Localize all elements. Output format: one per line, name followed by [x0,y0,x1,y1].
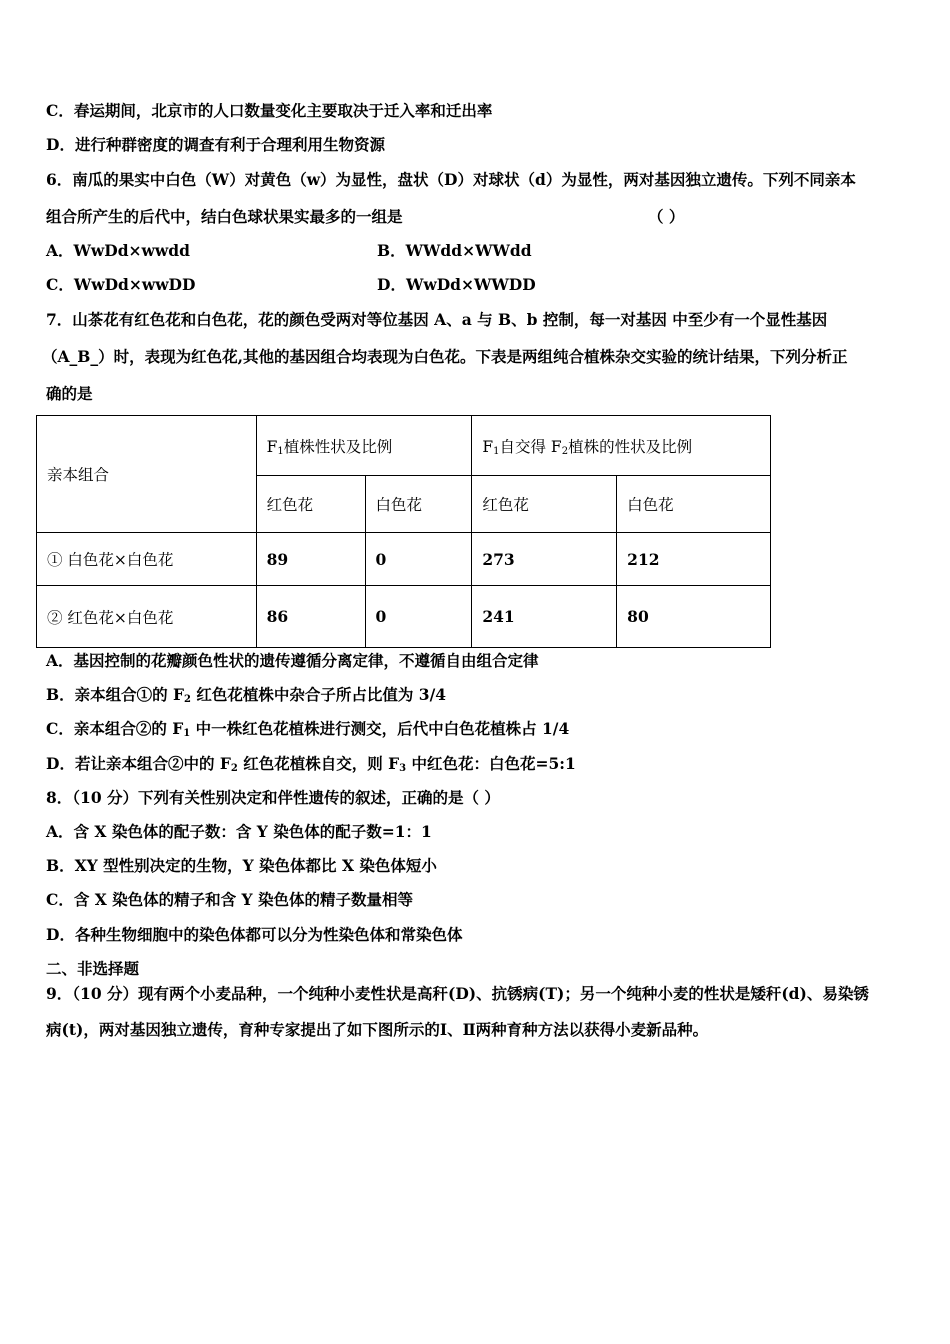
f1-white-cell: 0 [365,586,472,648]
q8-option-c: C．含 X 染色体的精子和含 Y 染色体的精子数量相等 [46,890,414,909]
q7-option-d: D．若让亲本组合②中的 $F_2$ 红色花植株自交，则 $F_3$ 中红色花：白色花=5:1 [46,754,576,774]
f2-white-cell: 80 [617,586,771,648]
q6-stem-line2: 组合所产生的后代中，结白色球状果实最多的一组是 [46,207,403,226]
cross-cell: ① 白色花×白色花 [37,533,257,586]
q5-option-d: D．进行种群密度的调查有利于合理利用生物资源 [46,135,385,154]
q6-stem-line1: 6．南瓜的果实中白色（W）对黄色（w）为显性，盘状（D）对球状（d）为显性，两对基因独立遗传。下列不同亲本 [46,170,856,189]
q7-option-c: C．亲本组合②的 $F_1$ 中一株红色花植株进行测交，后代中白色花植株占 1/4 [46,719,570,739]
subheader-f2-red: 红色花 [472,476,617,533]
q6-option-c: C．WwDd×wwDD [46,275,196,294]
q6-answer-paren: （ ） [648,207,685,226]
q8-option-d: D．各种生物细胞中的染色体都可以分为性染色体和常染色体 [46,925,463,944]
cross-cell: ② 红色花×白色花 [37,586,257,648]
header-f1: $F_1$植株性状及比例 [256,416,472,476]
q7-stem-line3: 确的是 [46,384,93,403]
header-parent: 亲本组合 [37,416,257,533]
q5-option-c: C．春运期间，北京市的人口数量变化主要取决于迁入率和迁出率 [46,101,493,120]
f2-red-cell: 273 [472,533,617,586]
q6-option-b: B．WWdd×WWdd [377,241,532,260]
q8-option-a: A．含 X 染色体的配子数：含 Y 染色体的配子数=1：1 [46,822,432,841]
subheader-f2-white: 白色花 [617,476,771,533]
section-heading: 二、非选择题 [46,959,140,978]
q6-option-a: A．WwDd×wwdd [46,241,190,260]
q9-stem-line1: 9．（10 分）现有两个小麦品种，一个纯种小麦性状是高秆(D)、抗锈病(T)；另一个纯种小麦的性状是矮秆(d)、易染锈 [46,984,869,1003]
q7-stem-line2: （A_B_）时，表现为红色花,其他的基因组合均表现为白色花。下表是两组纯合植株杂交实验的统计结果，下列分析正 [42,347,848,366]
results-table [36,415,771,648]
subheader-f1-white: 白色花 [365,476,472,533]
subheader-f1-red: 红色花 [256,476,365,533]
f2-white-cell: 212 [617,533,771,586]
f1-white-cell: 0 [365,533,472,586]
f1-red-cell: 89 [256,533,365,586]
table-row [37,586,771,648]
f1-red-cell: 86 [256,586,365,648]
f2-red-cell: 241 [472,586,617,648]
table-row [37,533,771,586]
q8-option-b: B．XY 型性别决定的生物，Y 染色体都比 X 染色体短小 [46,856,437,875]
header-f2: $F_1$自交得 $F_2$植株的性状及比例 [472,416,771,476]
q6-option-d: D．WwDd×WWDD [377,275,536,294]
q7-option-a: A．基因控制的花瓣颜色性状的遗传遵循分离定律，不遵循自由组合定律 [46,651,539,670]
q9-stem-line2: 病(t)，两对基因独立遗传，育种专家提出了如下图所示的Ⅰ、Ⅱ两种育种方法以获得小麦新品种。 [46,1020,709,1039]
q7-option-b: B．亲本组合①的 $F_2$ 红色花植株中杂合子所占比值为 3/4 [46,685,447,705]
q7-stem-line1: 7．山茶花有红色花和白色花，花的颜色受两对等位基因 A、a 与 B、b 控制，每一对基因 中至少有一个显性基因 [46,310,828,329]
q8-stem: 8．（10 分）下列有关性别决定和伴性遗传的叙述，正确的是（ ） [46,788,500,807]
